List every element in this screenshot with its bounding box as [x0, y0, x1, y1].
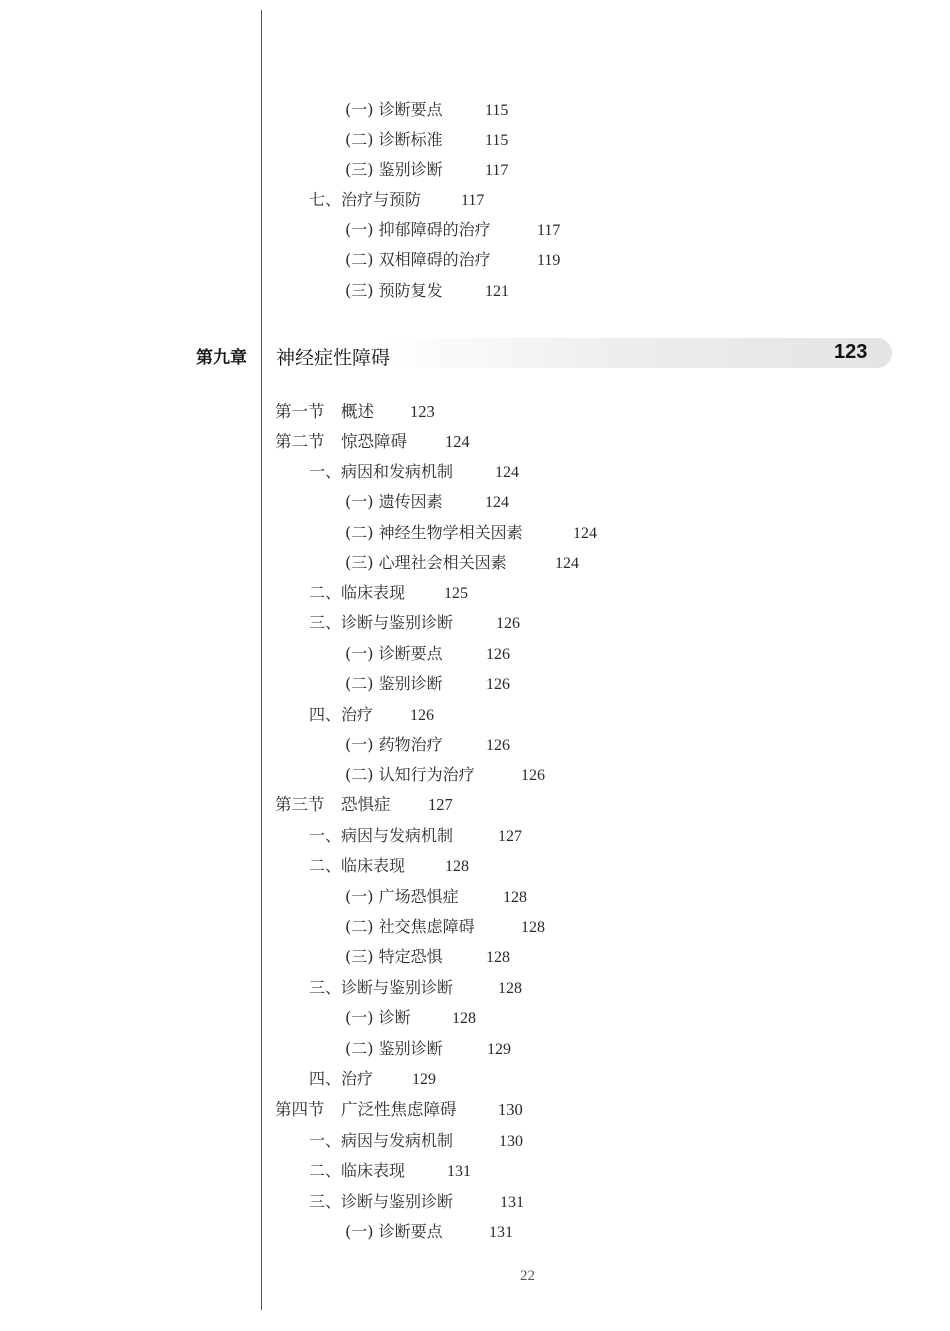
- toc-entry[interactable]: [309, 583, 468, 604]
- toc-entry-text: 一、病因与发病机制: [309, 826, 454, 845]
- toc-entry-text: 四、治疗: [309, 705, 374, 724]
- toc-entry-page: 131: [447, 1163, 471, 1180]
- toc-entry[interactable]: [345, 523, 597, 544]
- toc-entry-page: 131: [500, 1194, 524, 1211]
- toc-entry-text: (二) 神经生物学相关因素: [345, 523, 523, 542]
- toc-entry[interactable]: [345, 281, 509, 302]
- toc-entry-page: 126: [410, 707, 434, 724]
- toc-entry-text: (一) 药物治疗: [345, 735, 443, 754]
- toc-entry-page: 126: [486, 737, 510, 754]
- toc-entry[interactable]: [309, 1161, 471, 1182]
- toc-entry[interactable]: [309, 462, 519, 483]
- toc-entry-text: 一、病因和发病机制: [309, 462, 454, 481]
- toc-entry-text: (三) 特定恐惧: [345, 947, 443, 966]
- chapter-page-number: 123: [834, 341, 868, 363]
- toc-entry-text: 三、诊断与鉴别诊断: [309, 613, 454, 632]
- chapter-title[interactable]: 神经症性障碍: [276, 347, 391, 369]
- toc-entry[interactable]: [345, 1222, 513, 1243]
- toc-entry-text: 七、治疗与预防: [309, 190, 422, 209]
- toc-entry[interactable]: [275, 402, 435, 422]
- toc-entry[interactable]: [309, 190, 484, 211]
- toc-entry-page: 121: [485, 283, 509, 300]
- toc-entry-page: 115: [485, 132, 509, 149]
- toc-entry[interactable]: [345, 735, 510, 756]
- toc-entry-text: 第二节 惊恐障碍: [275, 432, 407, 451]
- toc-entry-text: 三、诊断与鉴别诊断: [309, 1192, 454, 1211]
- toc-entry[interactable]: [345, 492, 509, 513]
- toc-entry-page: 128: [452, 1010, 476, 1027]
- toc-entry-text: 第四节 广泛性焦虑障碍: [275, 1100, 457, 1119]
- toc-entry-text: (三) 预防复发: [345, 281, 443, 300]
- toc-entry-page: 127: [498, 828, 522, 845]
- toc-entry-page: 128: [498, 980, 522, 997]
- toc-entry-text: (二) 社交焦虑障碍: [345, 917, 475, 936]
- toc-entry-page: 123: [410, 402, 435, 421]
- page-number: 22: [520, 1268, 535, 1284]
- toc-entry[interactable]: [345, 553, 579, 574]
- toc-entry[interactable]: [309, 1069, 436, 1090]
- toc-entry-page: 124: [555, 555, 579, 572]
- toc-entry-page: 126: [496, 615, 520, 632]
- toc-entry[interactable]: [345, 100, 508, 121]
- toc-entry-text: (一) 诊断: [345, 1008, 411, 1027]
- toc-entry-text: 一、病因与发病机制: [309, 1131, 454, 1150]
- toc-entry-page: 128: [503, 889, 527, 906]
- toc-entry-text: (二) 双相障碍的治疗: [345, 250, 491, 269]
- toc-entry-page: 130: [499, 1133, 523, 1150]
- toc-entry[interactable]: [275, 1100, 523, 1120]
- toc-entry-page: 117: [461, 192, 485, 209]
- toc-entry-text: 第一节 概述: [275, 402, 374, 421]
- toc-entry[interactable]: [345, 674, 510, 695]
- toc-entry[interactable]: [345, 644, 510, 665]
- toc-entry[interactable]: [345, 220, 560, 241]
- toc-entry[interactable]: [345, 765, 545, 786]
- toc-entry[interactable]: [345, 1008, 476, 1029]
- toc-entry-page: 128: [445, 858, 469, 875]
- toc-entry[interactable]: [345, 250, 560, 271]
- toc-entry-page: 124: [573, 525, 597, 542]
- toc-entry[interactable]: [309, 1192, 524, 1213]
- toc-entry-page: 124: [495, 464, 519, 481]
- toc-entry-text: (一) 诊断要点: [345, 100, 443, 119]
- toc-entry-page: 124: [445, 432, 470, 451]
- toc-entry[interactable]: [309, 1131, 523, 1152]
- toc-entry-text: (三) 鉴别诊断: [345, 160, 443, 179]
- toc-entry-page: 129: [487, 1041, 511, 1058]
- toc-entry-page: 124: [485, 494, 509, 511]
- toc-entry-text: (二) 鉴别诊断: [345, 674, 443, 693]
- toc-entry[interactable]: [309, 978, 522, 999]
- toc-entry-text: 二、临床表现: [309, 856, 406, 875]
- toc-entry-page: 130: [498, 1100, 523, 1119]
- toc-entry-page: 128: [486, 949, 510, 966]
- toc-entry[interactable]: [309, 826, 522, 847]
- toc-entry-page: 115: [485, 102, 509, 119]
- toc-entry[interactable]: [309, 613, 520, 634]
- toc-entry-text: 四、治疗: [309, 1069, 374, 1088]
- toc-entry-text: (一) 遗传因素: [345, 492, 443, 511]
- margin-rule: [261, 10, 262, 1310]
- toc-entry[interactable]: [275, 795, 453, 815]
- toc-entry-text: (一) 诊断要点: [345, 644, 443, 663]
- toc-entry-text: (一) 广场恐惧症: [345, 887, 459, 906]
- toc-entry-page: 128: [521, 919, 545, 936]
- toc-entry-page: 117: [485, 162, 509, 179]
- toc-entry[interactable]: [345, 1039, 511, 1060]
- toc-entry-page: 126: [521, 767, 545, 784]
- toc-entry-page: 119: [537, 252, 561, 269]
- toc-entry[interactable]: [309, 856, 469, 877]
- toc-entry-text: (二) 诊断标准: [345, 130, 443, 149]
- toc-entry-text: (二) 鉴别诊断: [345, 1039, 443, 1058]
- toc-entry-text: 二、临床表现: [309, 583, 406, 602]
- toc-entry-text: 二、临床表现: [309, 1161, 406, 1180]
- toc-entry[interactable]: [275, 432, 470, 452]
- toc-entry-text: (一) 诊断要点: [345, 1222, 443, 1241]
- toc-entry[interactable]: [345, 160, 508, 181]
- toc-entry-page: 125: [444, 585, 468, 602]
- toc-entry[interactable]: [345, 947, 510, 968]
- toc-entry[interactable]: [345, 887, 527, 908]
- toc-entry-text: (一) 抑郁障碍的治疗: [345, 220, 491, 239]
- toc-entry-page: 127: [428, 795, 453, 814]
- toc-entry-page: 117: [537, 222, 561, 239]
- toc-entry[interactable]: [345, 130, 508, 151]
- chapter-label: 第九章: [196, 348, 247, 368]
- toc-entry-page: 126: [486, 646, 510, 663]
- toc-entry-text: (三) 心理社会相关因素: [345, 553, 507, 572]
- toc-entry-text: 第三节 恐惧症: [275, 795, 391, 814]
- toc-entry-page: 126: [486, 676, 510, 693]
- toc-entry-page: 129: [412, 1071, 436, 1088]
- toc-entry-page: 131: [489, 1224, 513, 1241]
- toc-entry-text: 三、诊断与鉴别诊断: [309, 978, 454, 997]
- toc-entry[interactable]: [345, 917, 545, 938]
- toc-entry[interactable]: [309, 705, 434, 726]
- toc-entry-text: (二) 认知行为治疗: [345, 765, 475, 784]
